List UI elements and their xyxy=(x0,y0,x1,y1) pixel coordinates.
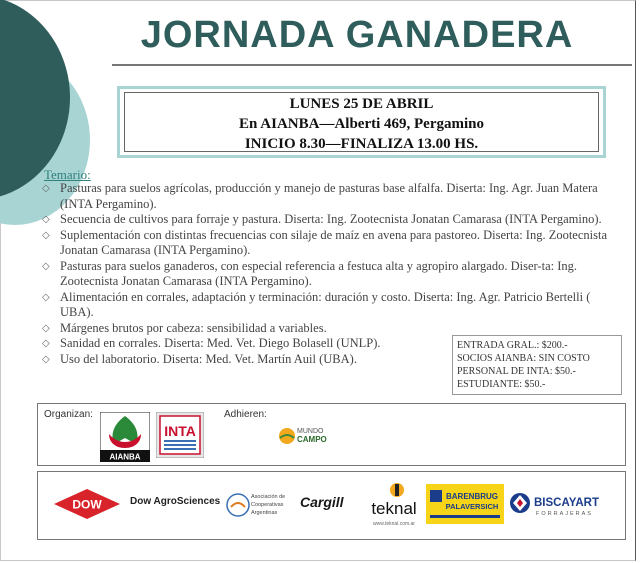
event-date: LUNES 25 DE ABRIL xyxy=(289,96,434,112)
barenbrug-text-2: PALAVERSICH xyxy=(445,502,499,511)
dow-logo-text: DOW xyxy=(72,497,102,512)
mundo-campo-text-2: CAMPO xyxy=(297,435,327,444)
aca-text-2: Cooperativas xyxy=(251,502,284,508)
mundo-campo-logo xyxy=(278,422,348,452)
biscayart-text-1: BISCAYART xyxy=(534,497,599,509)
inta-logo-text: INTA xyxy=(164,423,196,439)
list-item: ◇ Pasturas para suelos ganaderos, con especial referencia a festuca alta y agropiro alargado. Diser-ta: Ing. Zootecnista Jonatan Camarasa (INTA Pergamino). xyxy=(42,258,577,288)
aianba-logo-text: AIANBA xyxy=(109,452,141,462)
cargill-logo: Cargill xyxy=(300,494,344,510)
list-item: ◇ Secuencia de cultivos para forraje y pastura. Diserta: Ing. Zootecnista Jonatan Camarasa (INTA Pergamino). xyxy=(42,212,602,226)
price-members: SOCIOS AIANBA: SIN COSTO xyxy=(457,353,590,364)
diamond-bullet-icon: ◇ xyxy=(42,353,50,365)
diamond-bullet-icon: ◇ xyxy=(42,183,50,194)
list-item: ◇ Sanidad en corrales. Diserta: Med. Vet. Diego Bolasell (UNLP). xyxy=(42,336,381,350)
mundo-campo-text-1: MUNDO xyxy=(297,428,324,435)
event-location: En AIANBA—Alberti 469, Pergamino xyxy=(239,116,484,132)
aianba-logo xyxy=(100,412,150,462)
event-schedule: INICIO 8.30—FINALIZA 13.00 HS. xyxy=(244,136,479,152)
list-item: ◇ Uso del laboratorio. Diserta: Med. Vet. Martín Auil (UBA). xyxy=(42,351,357,366)
event-info-box xyxy=(117,86,606,158)
aca-cooperativas-logo xyxy=(226,486,288,524)
aca-text-3: Argentinas xyxy=(251,510,278,516)
price-general: ENTRADA GRAL.: $200.- xyxy=(457,340,568,351)
organizers-box xyxy=(37,403,626,466)
diamond-bullet-icon: ◇ xyxy=(42,338,50,349)
list-item: ◇ Pasturas para suelos agrícolas, producción y manejo de pasturas base alfalfa. Diserta: Ing. Agr. Juan Matera (INTA Pergamino). xyxy=(42,181,598,211)
sponsors-box xyxy=(37,471,626,540)
list-item: ◇ Alimentación en corrales, adaptación y terminación: duración y costo. Diserta: Ing. Agr. Patricio Bertelli ( UBA). xyxy=(42,289,591,319)
diamond-bullet-icon: ◇ xyxy=(42,229,50,241)
price-inta-staff: PERSONAL DE INTA: $50.- xyxy=(457,366,576,377)
diamond-bullet-icon: ◇ xyxy=(42,260,50,272)
price-students: ESTUDIANTE: $50.- xyxy=(457,379,546,390)
diamond-bullet-icon: ◇ xyxy=(42,322,50,334)
poster-title: JORNADA GANADERA xyxy=(140,14,574,56)
organizan-label: Organizan: xyxy=(44,409,93,420)
inta-logo xyxy=(156,412,204,458)
teknal-url-text: www.teknal.com.ar xyxy=(373,521,415,527)
list-item: ◇ Márgenes brutos por cabeza: sensibilidad a variables. xyxy=(42,320,327,335)
teknal-logo-text: teknal xyxy=(371,499,417,518)
price-box xyxy=(452,335,622,395)
title-rule xyxy=(112,64,632,66)
barenbrug-logo xyxy=(426,484,504,524)
biscayart-text-2: FORRAJERAS xyxy=(536,511,593,517)
barenbrug-text-1: BARENBRUG xyxy=(446,492,498,501)
diamond-bullet-icon: ◇ xyxy=(42,291,50,303)
adhieren-label: Adhieren: xyxy=(224,409,267,420)
teknal-logo xyxy=(364,480,424,532)
aca-text-1: Asociación de xyxy=(251,494,286,500)
temario-label: Temario: xyxy=(44,167,91,182)
biscayart-logo xyxy=(508,488,620,522)
dow-logo xyxy=(52,487,122,521)
diamond-bullet-icon: ◇ xyxy=(42,214,50,225)
list-item: ◇ Suplementación con distintas frecuencias con silaje de maíz en avena para pastoreo. Diserta: Ing. Zootecnista Jonatan Camarasa (INTA Pergamino). xyxy=(42,227,608,257)
info-box-inner-border xyxy=(124,92,599,152)
dow-agrosciences-logo: Dow AgroSciences xyxy=(130,496,221,507)
